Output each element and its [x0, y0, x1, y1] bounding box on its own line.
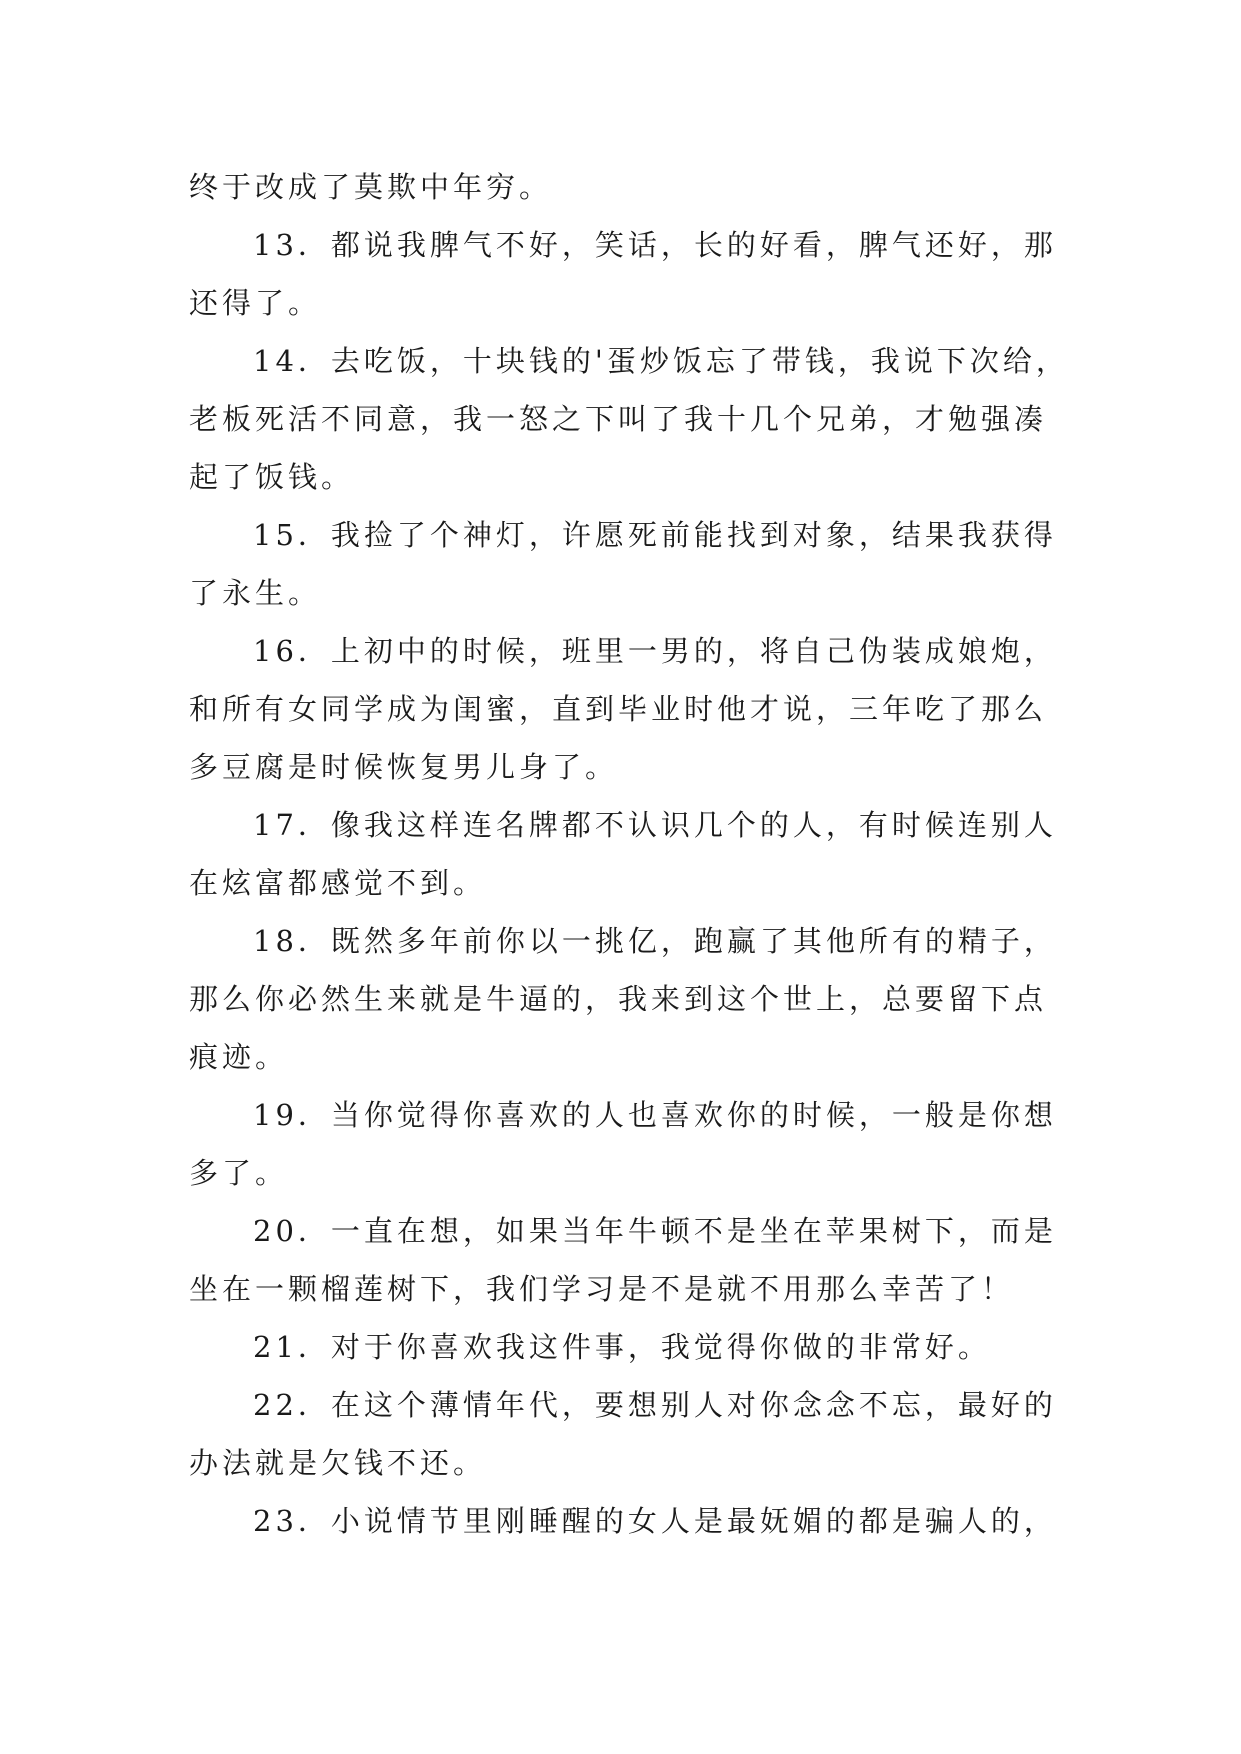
text-line: 20．一直在想，如果当年牛顿不是坐在苹果树下，而是 — [253, 1214, 1057, 1248]
text-line: 办法就是欠钱不还。 — [189, 1446, 487, 1480]
text-line: 多了。 — [189, 1156, 289, 1190]
text-line: 17．像我这样连名牌都不认识几个的人，有时候连别人 — [253, 808, 1057, 842]
text-line: 那么你必然生来就是牛逼的，我来到这个世上，总要留下点 — [189, 982, 1048, 1016]
text-line: 了永生。 — [189, 576, 322, 610]
document-body — [189, 158, 1069, 1550]
text-line: 还得了。 — [189, 286, 322, 320]
text-line: 坐在一颗榴莲树下，我们学习是不是就不用那么幸苦了！ — [189, 1272, 1015, 1306]
text-line: 21．对于你喜欢我这件事，我觉得你做的非常好。 — [253, 1330, 991, 1364]
text-line: 15．我捡了个神灯，许愿死前能找到对象，结果我获得 — [253, 518, 1057, 552]
text-line: 18．既然多年前你以一挑亿，跑赢了其他所有的精子， — [253, 924, 1057, 958]
text-line: 19．当你觉得你喜欢的人也喜欢你的时候，一般是你想 — [253, 1098, 1057, 1132]
text-line: 在炫富都感觉不到。 — [189, 866, 487, 900]
text-line: 和所有女同学成为闺蜜，直到毕业时他才说，三年吃了那么 — [189, 692, 1048, 726]
text-line: 多豆腐是时候恢复男儿身了。 — [189, 750, 619, 784]
text-line: 23．小说情节里刚睡醒的女人是最妩媚的都是骗人的， — [253, 1504, 1057, 1538]
text-line: 16．上初中的时候，班里一男的，将自己伪装成娘炮， — [253, 634, 1057, 668]
text-line: 痕迹。 — [189, 1040, 289, 1074]
text-line: 14．去吃饭，十块钱的'蛋炒饭忘了带钱，我说下次给， — [253, 344, 1069, 378]
text-line: 老板死活不同意，我一怒之下叫了我十几个兄弟，才勉强凑 — [189, 402, 1048, 436]
text-line: 终于改成了莫欺中年穷。 — [189, 170, 553, 204]
text-line: 起了饭钱。 — [189, 460, 355, 494]
text-line: 13．都说我脾气不好，笑话，长的好看，脾气还好，那 — [253, 228, 1057, 262]
text-line: 22．在这个薄情年代，要想别人对你念念不忘，最好的 — [253, 1388, 1057, 1422]
